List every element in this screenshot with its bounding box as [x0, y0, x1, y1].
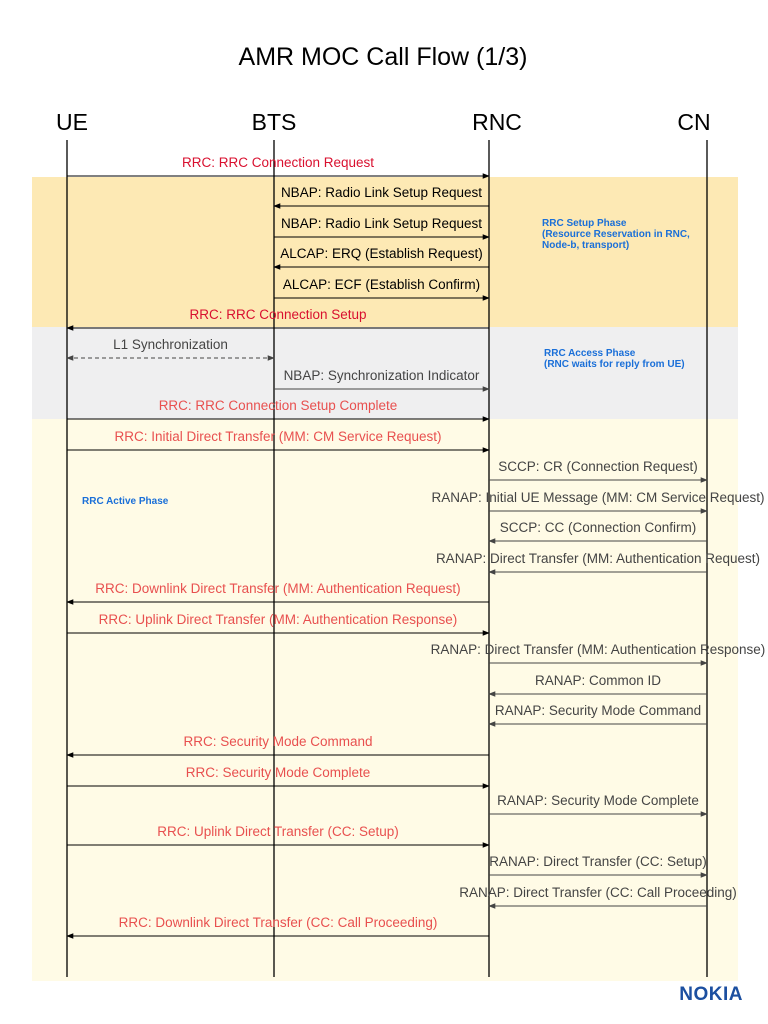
entity-label-cn: CN: [677, 109, 711, 135]
message-label: RANAP: Initial UE Message (MM: CM Service Request): [431, 490, 765, 505]
message-label: RRC: Security Mode Complete: [185, 765, 371, 780]
phase-label-line: RRC Setup Phase: [542, 218, 627, 229]
message-label: NBAP: Radio Link Setup Request: [280, 216, 483, 231]
phase-label-line: RRC Access Phase: [544, 348, 636, 359]
message-label: ALCAP: ERQ (Establish Request): [280, 246, 483, 261]
message-label: RANAP: Direct Transfer (CC: Setup): [489, 854, 707, 869]
phase-label-active: [82, 496, 169, 507]
message-label: NBAP: Synchronization Indicator: [283, 368, 480, 383]
message-label: RRC: RRC Connection Setup: [189, 307, 367, 322]
message-label: RANAP: Common ID: [534, 673, 662, 688]
message-label: RRC: RRC Connection Setup Complete: [158, 398, 398, 413]
diagram-title: AMR MOC Call Flow (1/3): [238, 43, 528, 71]
message-label: ALCAP: ECF (Establish Confirm): [282, 277, 481, 292]
message-label: RANAP: Direct Transfer (MM: Authentication Response): [430, 642, 766, 657]
entity-label-ue: UE: [56, 109, 88, 135]
message-label: RANAP: Security Mode Complete: [497, 793, 699, 808]
message-label: L1 Synchronization: [113, 337, 228, 352]
phase-label-line: (Resource Reservation in RNC,: [542, 229, 690, 240]
nokia-logo: NOKIA: [679, 984, 743, 1005]
message-label: RRC: Downlink Direct Transfer (MM: Authentication Request): [95, 581, 461, 596]
message-label: RRC: Initial Direct Transfer (MM: CM Service Request): [114, 429, 442, 444]
entity-label-rnc: RNC: [472, 109, 522, 135]
message-label: SCCP: CC (Connection Confirm): [499, 520, 697, 535]
message-label: NBAP: Radio Link Setup Request: [280, 185, 483, 200]
message-label: RANAP: Direct Transfer (CC: Call Proceeding): [459, 885, 737, 900]
message-label: RRC: RRC Connection Request: [181, 155, 375, 170]
phase-label-line: Node-b, transport): [542, 240, 630, 251]
message-label: SCCP: CR (Connection Request): [498, 459, 698, 474]
message-label: RRC: Uplink Direct Transfer (CC: Setup): [157, 824, 399, 839]
phase-label-line: RRC Active Phase: [82, 496, 169, 507]
entity-labels: [56, 109, 711, 135]
message-label: RRC: Uplink Direct Transfer (MM: Authentication Response): [98, 612, 458, 627]
message-label: RRC: Downlink Direct Transfer (CC: Call Proceeding): [118, 915, 438, 930]
message-label: RANAP: Security Mode Command: [494, 703, 702, 718]
entity-label-bts: BTS: [251, 109, 297, 135]
phase-label-line: (RNC waits for reply from UE): [544, 359, 685, 370]
message-label: RRC: Security Mode Command: [183, 734, 373, 749]
message-label: RANAP: Direct Transfer (MM: Authentication Request): [435, 551, 761, 566]
